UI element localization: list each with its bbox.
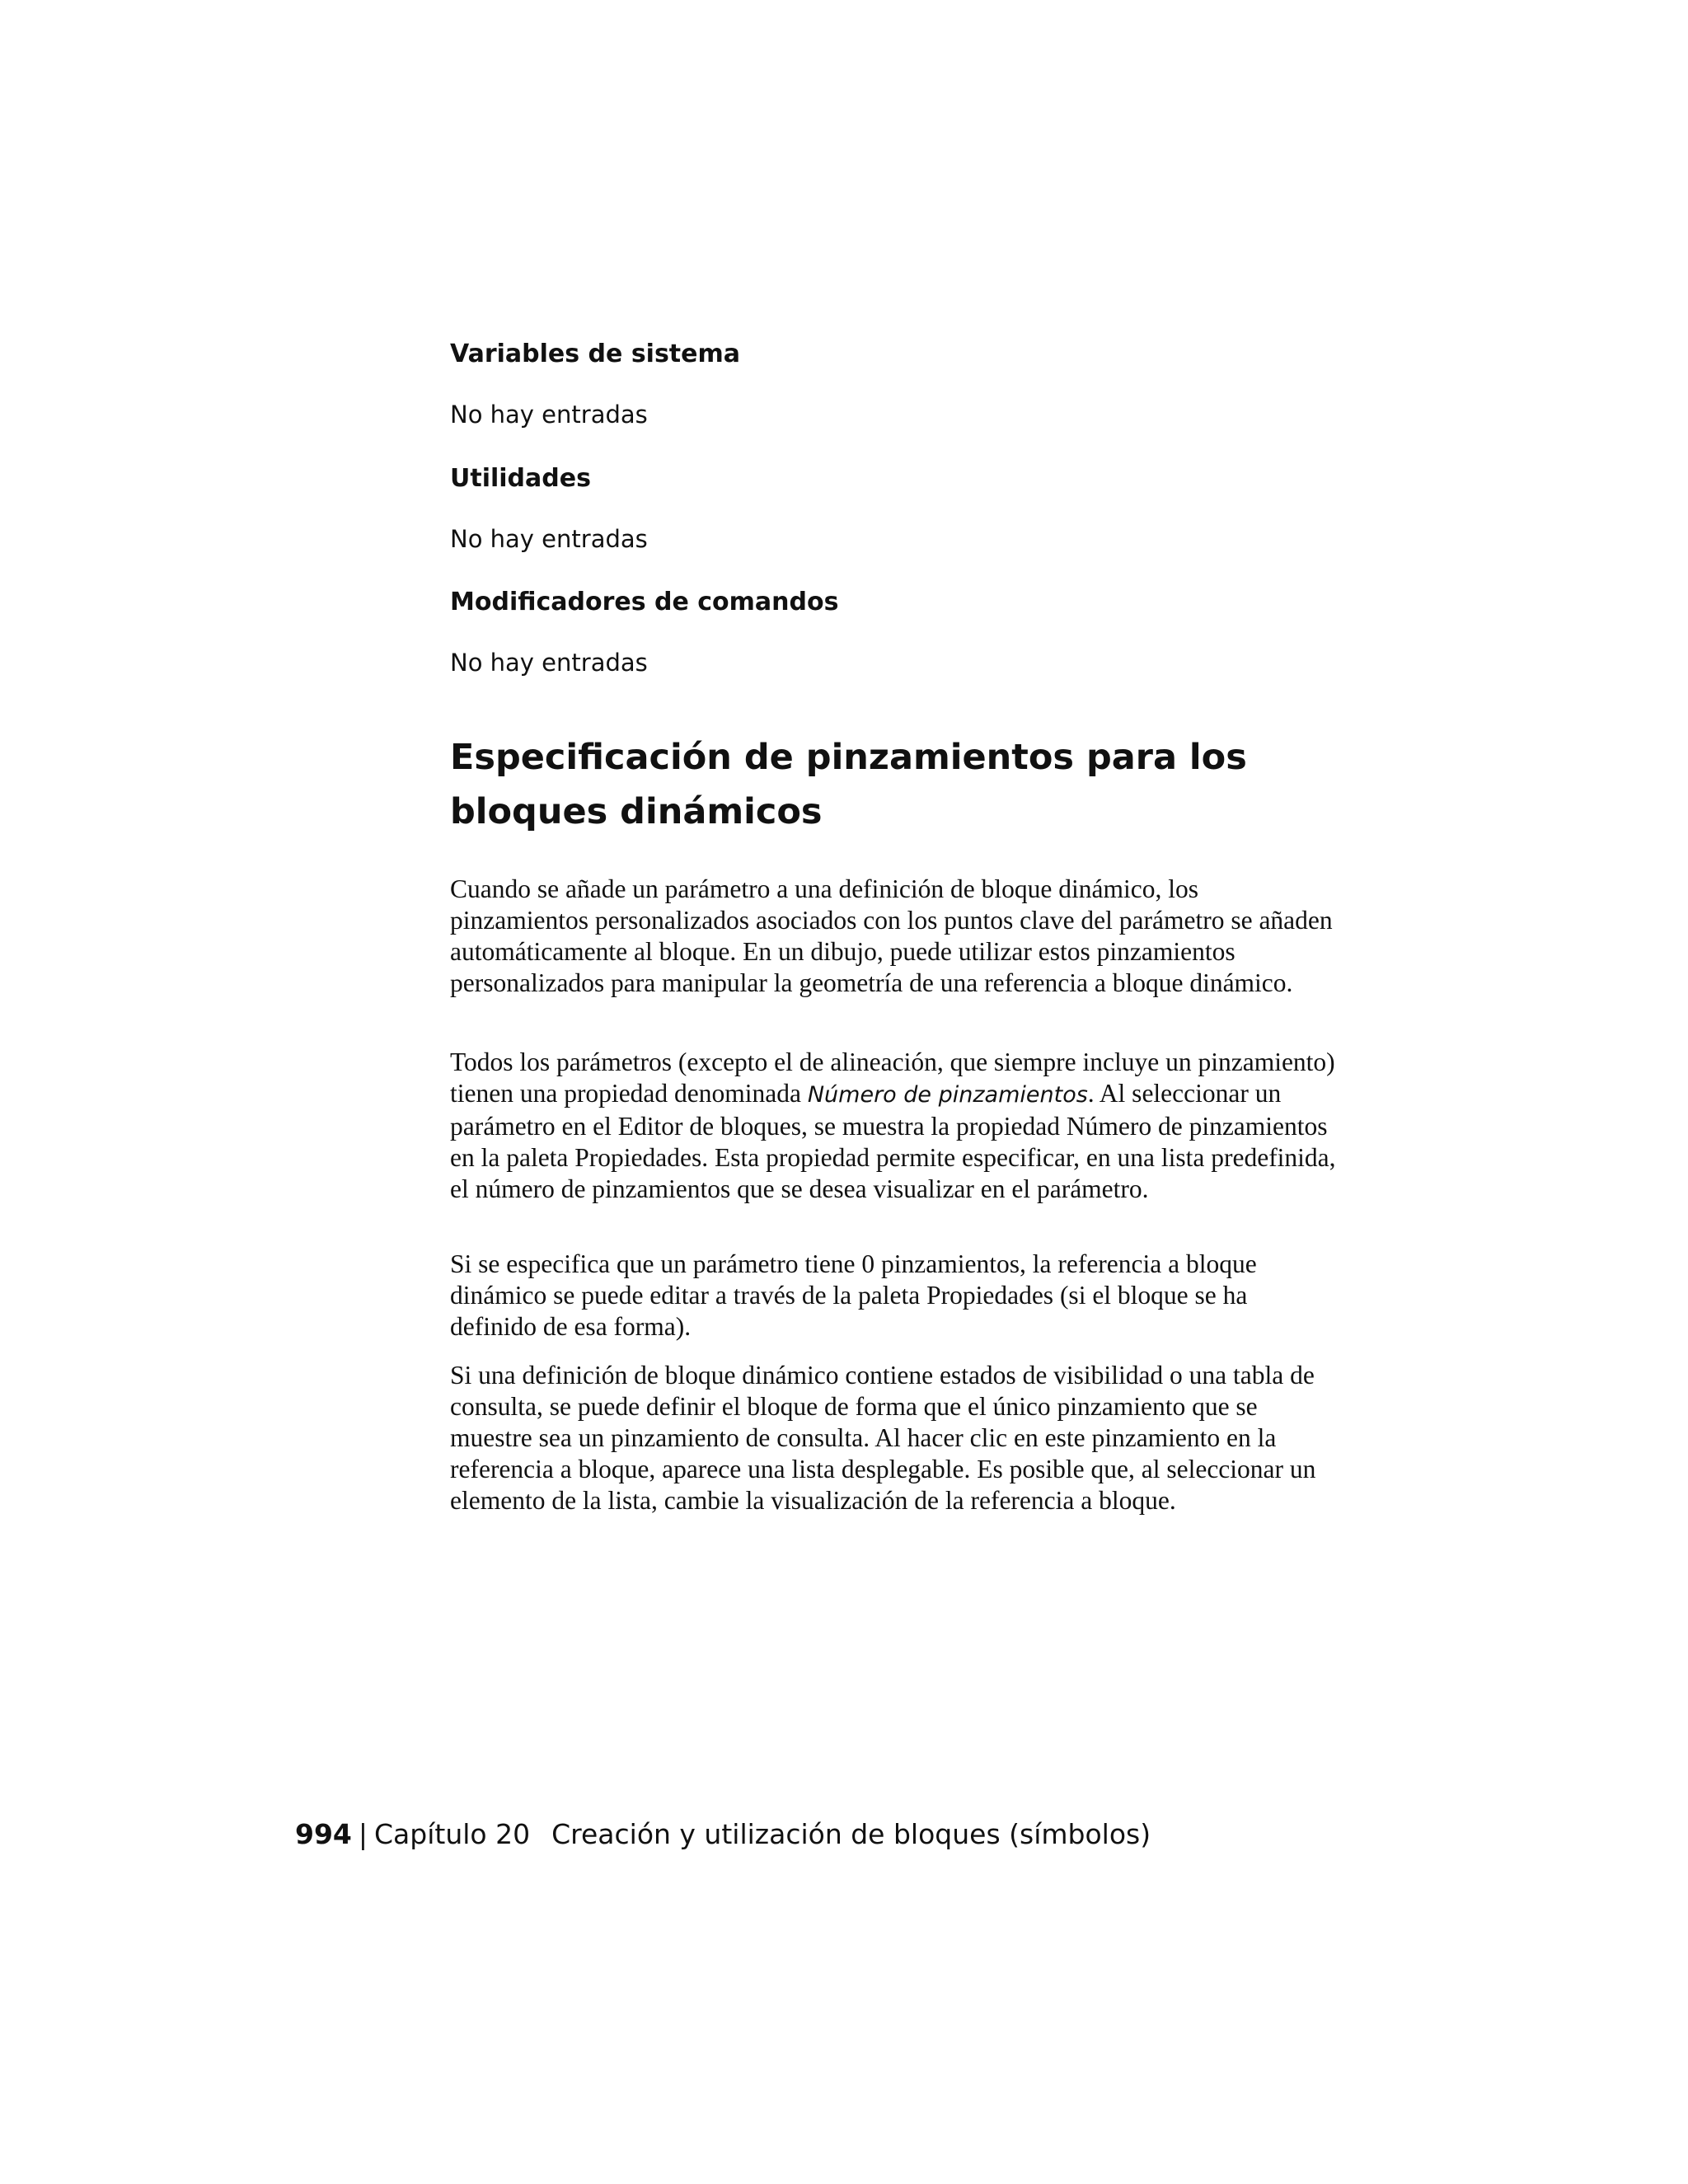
section-heading-command-modifiers: Modificadores de comandos xyxy=(450,588,839,616)
paragraph-text: . Al seleccionar un parámetro en el Editor de bloques, se muestra la propiedad Número de pinzamientos en la paleta Propiedades. Esta propiedad permite especificar, en una lista predefinida, el número de pinzamientos que se desea visualizar en el parámetro. xyxy=(450,1079,1336,1203)
page-footer xyxy=(295,1816,1151,1853)
paragraph-zero-grips: Si se especifica que un parámetro tiene 0 pinzamientos, la referencia a bloque dinámico se puede editar a través de la paleta Propiedades (si el bloque se ha definido de esa forma). xyxy=(450,1249,1257,1341)
chapter-label: Capítulo 20 xyxy=(374,1818,531,1850)
paragraph-text: Todos los parámetros (excepto el de alineación, que siempre incluye un pinzamiento) tienen una propiedad denominada xyxy=(450,1047,1335,1108)
section-heading-utilities: Utilidades xyxy=(450,464,591,493)
section-entry-utilities: No hay entradas xyxy=(450,525,648,553)
paragraph-lookup-grip: Si una definición de bloque dinámico contiene estados de visibilidad o una tabla de consulta, se puede definir el bloque de forma que el único pinzamiento que se muestre sea un pinzamiento de consulta. Al hacer clic en este pinzamiento en la referencia a bloque, aparece una lista desplegable. Es posible que, al seleccionar un elemento de la lista, cambie la visualización de la referencia a bloque. xyxy=(450,1361,1316,1515)
section-entry-system-variables: No hay entradas xyxy=(450,401,648,429)
paragraph-grip-count xyxy=(450,1047,1340,1205)
property-name-emphasis: Número de pinzamientos xyxy=(807,1082,1088,1108)
section-title: Especificación de pinzamientos para los bloques dinámicos xyxy=(450,737,1247,832)
chapter-title: Creación y utilización de bloques (símbolos) xyxy=(551,1818,1151,1850)
section-heading-system-variables: Variables de sistema xyxy=(450,340,741,368)
footer-separator: | xyxy=(358,1818,368,1850)
section-entry-command-modifiers: No hay entradas xyxy=(450,649,648,677)
paragraph-intro: Cuando se añade un parámetro a una definición de bloque dinámico, los pinzamientos personalizados asociados con los puntos clave del parámetro se añaden automáticamente al bloque. En un dibujo, puede utilizar estos pinzamientos personalizados para manipular la geometría de una referencia a bloque dinámico. xyxy=(450,874,1333,997)
page-number: 994 xyxy=(295,1818,352,1850)
